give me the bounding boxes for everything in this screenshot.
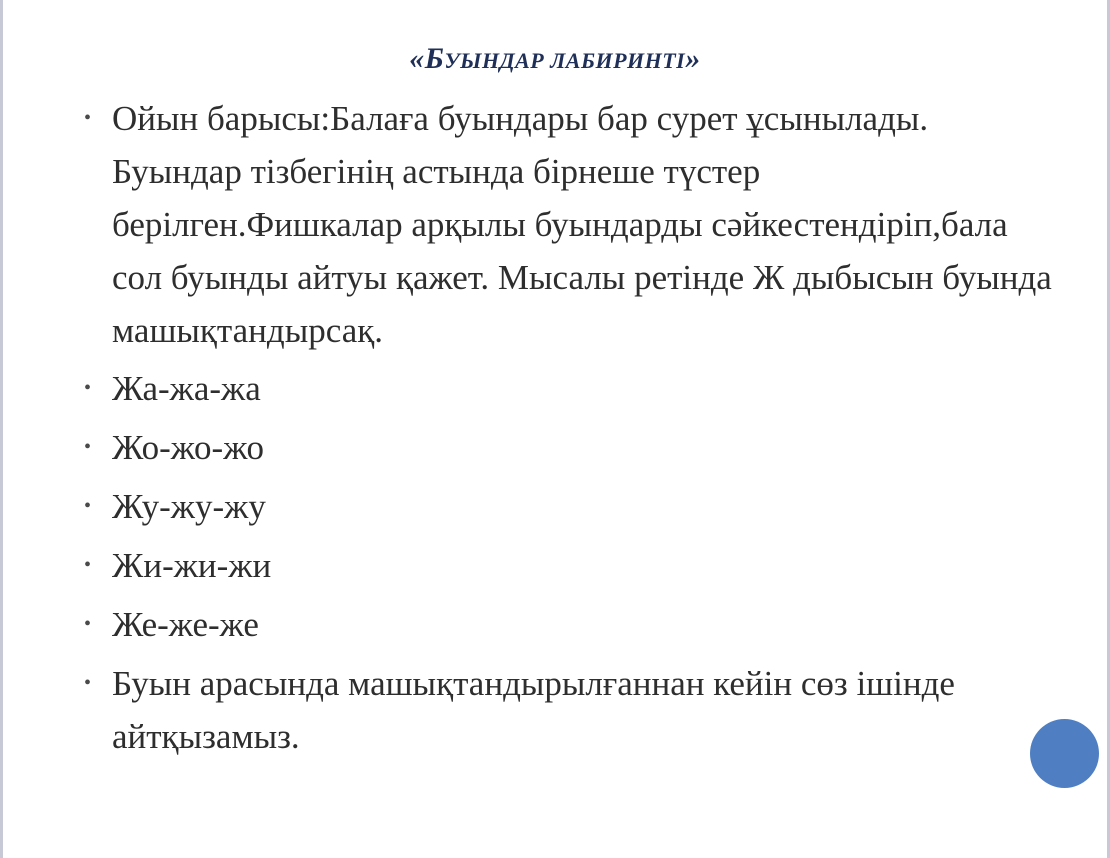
bullet-item-zho [80, 421, 1055, 474]
title-rest: УЫНДАР ЛАБИРИНТІ [444, 48, 686, 73]
bullet-dot: • [84, 436, 92, 458]
title-open-quote: « [409, 42, 425, 75]
bullet-item-zha [80, 362, 1055, 415]
bullet-text: Же-же-же [112, 605, 259, 644]
bullet-text: Жа-жа-жа [112, 369, 261, 408]
slide-title [0, 42, 1110, 76]
decorative-circle [1030, 719, 1099, 788]
bullet-list [80, 92, 1055, 768]
bullet-item-zhu [80, 480, 1055, 533]
title-first-letter: Б [424, 42, 445, 75]
bullet-dot: • [84, 107, 92, 129]
bullet-text: Жи-жи-жи [112, 546, 272, 585]
bullet-dot: • [84, 672, 92, 694]
bullet-text: Буын арасында машықтандырылғаннан кейін сөз ішінде айтқызамыз. [112, 664, 955, 756]
bullet-text: Жо-жо-жо [112, 428, 265, 467]
bullet-item-zhe [80, 598, 1055, 651]
bullet-dot: • [84, 495, 92, 517]
bullet-dot: • [84, 377, 92, 399]
slide-left-border [0, 0, 3, 858]
title-close-quote: » [685, 42, 701, 75]
bullet-text: Жу-жу-жу [112, 487, 266, 526]
bullet-text: Ойын барысы:Балаға буындары бар сурет ұсынылады. Буындар тізбегінің астында бірнеше түстер берілген.Фишкалар арқылы буындарды сәйкестендіріп,бала сол буынды айтуы қажет. Мысалы ретінде Ж дыбысын буында машықтандырсақ. [112, 99, 1052, 350]
bullet-item-conclusion [80, 657, 1055, 763]
bullet-dot: • [84, 613, 92, 635]
bullet-item-game-description [80, 92, 1055, 357]
bullet-dot: • [84, 554, 92, 576]
bullet-item-zhi [80, 539, 1055, 592]
